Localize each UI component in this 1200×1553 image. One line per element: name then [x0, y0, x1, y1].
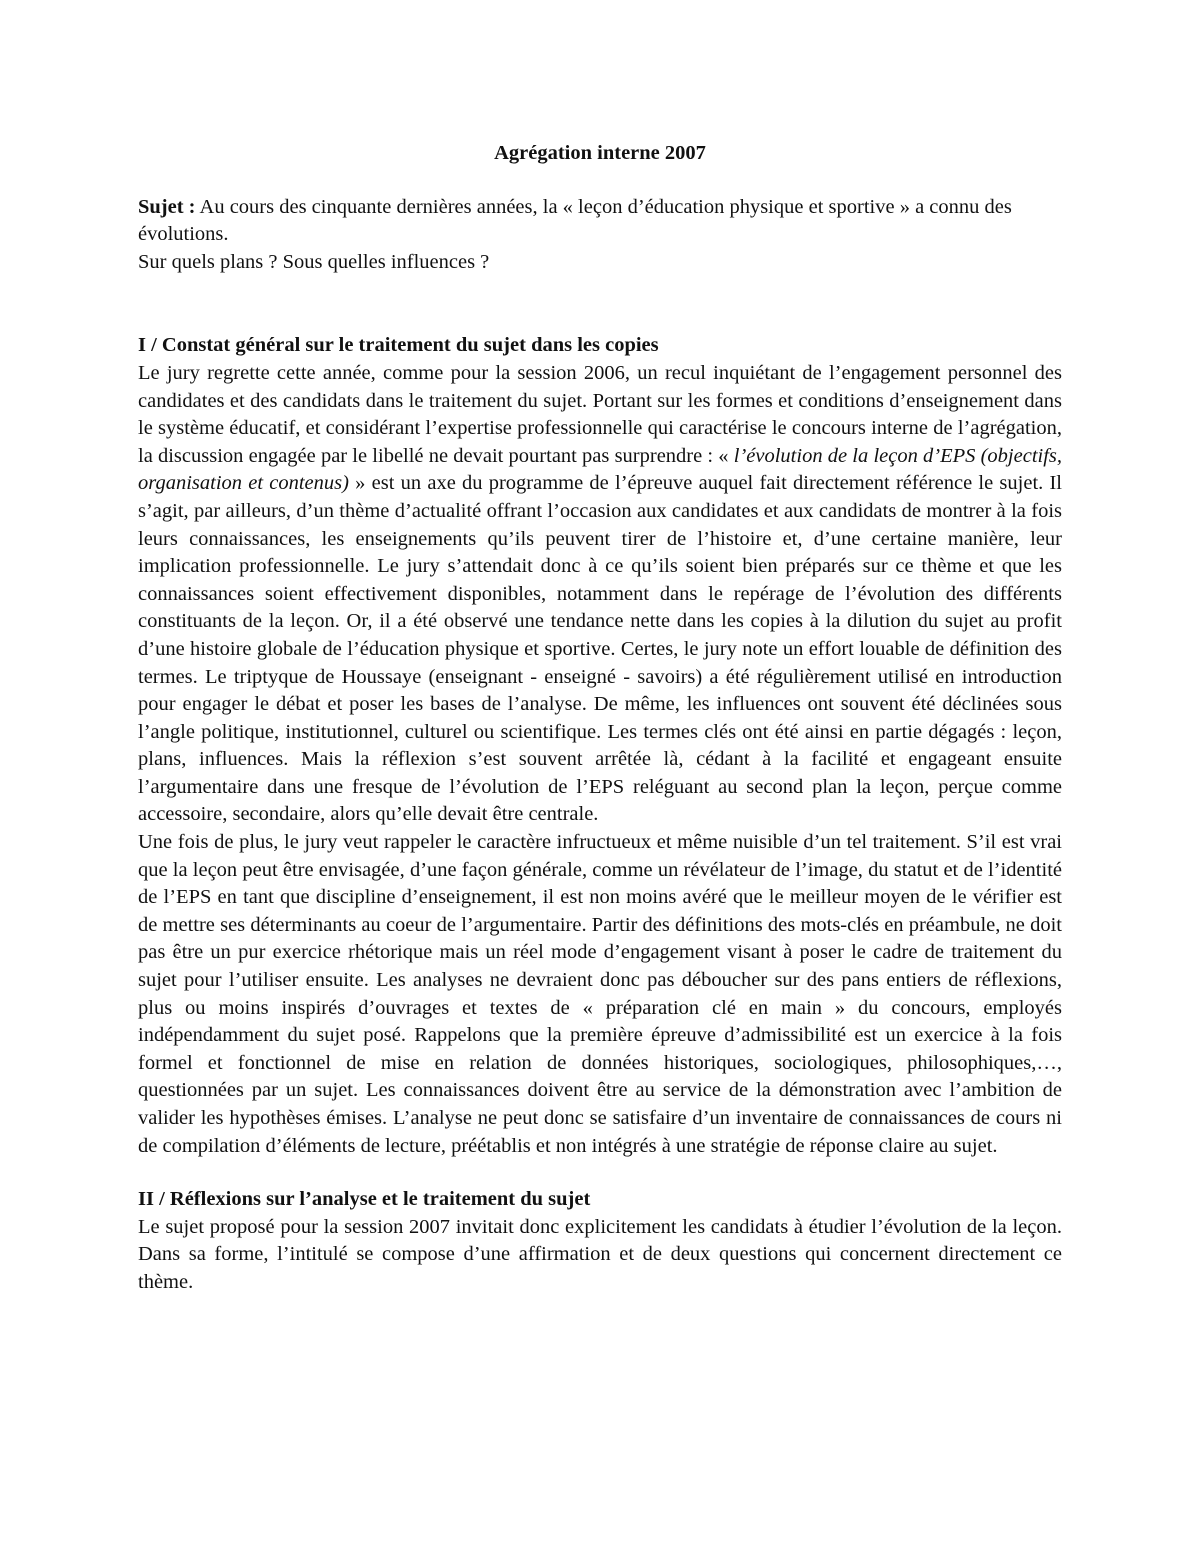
section-1	[138, 332, 1062, 1160]
section-2-paragraph-1: Le sujet proposé pour la session 2007 invitait donc explicitement les candidats à étudier l’évolution de la leçon. Dans sa forme, l’intitulé se compose d’une affirmation et de deux questions qui concernent directement ce thème.	[138, 1215, 1062, 1293]
section-2	[138, 1186, 1062, 1296]
document-page	[138, 140, 1062, 1297]
subject-label: Sujet :	[138, 195, 196, 218]
subject-block	[138, 194, 1062, 277]
program-quote: l’évolution de la leçon d’EPS (objectifs, organisation et contenus)	[138, 444, 1063, 495]
section-1-paragraph-1	[138, 360, 1062, 829]
section-1-paragraph-2: Une fois de plus, le jury veut rappeler le caractère infructueux et même nuisible d’un tel traitement. S’il est vrai que la leçon peut être envisagée, d’une façon générale, comme un révélateur de l’image, du statut et de l’identité de l’EPS en tant que discipline d’enseignement, il est non moins avéré que le meilleur moyen de le vérifier est de mettre ses déterminants au coeur de l’argumentaire. Partir des définitions des mots-clés en préambule, ne doit pas être un pur exercice rhétorique mais un réel mode d’engagement visant à poser le cadre de traitement du sujet pour l’utiliser ensuite. Les analyses ne devraient donc pas déboucher sur des pans entiers de réflexions, plus ou moins inspirés d’ouvrages et textes de « préparation clé en main » du concours, employés indépendamment du sujet posé. Rappelons que la première épreuve d’admissibilité est un exercice à la fois formel et fonctionnel de mise en relation de données historiques, sociologiques, philosophiques,…, questionnées par un sujet. Les connaissances doivent être au service de la démonstration avec l’ambition de valider les hypothèses émises. L’analyse ne peut donc se satisfaire d’un inventaire de connaissances de cours ni de compilation d’éléments de lecture, préétablis et non intégrés à une stratégie de réponse claire au sujet.	[138, 831, 1062, 1157]
paragraph-text: » est un axe du programme de l’épreuve auquel fait directement référence le sujet. Il s’agit, par ailleurs, d’un thème d’actualité offrant l’occasion aux candidates et aux candidats de montrer à la fois leurs connaissances, les enseignements qu’ils peuvent tirer de l’histoire et, d’une certaine manière, leur implication professionnelle. Le jury s’attendait donc à ce qu’ils soient bien préparés sur ce thème et que les connaissances soient effectivement disponibles, notamment dans le repérage de l’évolution des différents constituants de la leçon. Or, il a été observé une tendance nette dans les copies à la dilution du sujet au profit d’une histoire globale de l’éducation physique et sportive. Certes, le jury note un effort louable de définition des termes. Le triptyque de Houssaye (enseignant - enseigné - savoirs) a été régulièrement utilisé en introduction pour engager le débat et poser les bases de l’analyse. De même, les influences ont souvent été déclinées sous l’angle politique, institutionnel, culturel ou scientifique. Les termes clés ont été ainsi en partie dégagés : leçon, plans, influences. Mais la réflexion s’est souvent arrêtée là, cédant à la facilité et engageant ensuite l’argumentaire dans une fresque de l’évolution de l’EPS reléguant au second plan la leçon, perçue comme accessoire, secondaire, alors qu’elle devait être centrale.	[138, 472, 1062, 826]
section-2-heading: II / Réflexions sur l’analyse et le traitement du sujet	[138, 1188, 591, 1211]
section-1-heading: I / Constat général sur le traitement du sujet dans les copies	[138, 334, 659, 357]
subject-statement	[138, 194, 1062, 249]
subject-text: Au cours des cinquante dernières années, la « leçon d’éducation physique et sportive » a connu des évolutions.	[138, 195, 1012, 246]
paragraph-text: Le jury regrette cette année, comme pour la session 2006, un recul inquiétant de l’engagement personnel des candidates et des candidats dans le traitement du sujet. Portant sur les formes et conditions d’enseignement dans le système éducatif, et considérant l’expertise professionnelle qui caractérise le concours interne de l’agrégation, la discussion engagée par le libellé ne devait pourtant pas surprendre : «	[138, 361, 1062, 467]
document-title: Agrégation interne 2007	[494, 142, 706, 164]
subject-questions: Sur quels plans ? Sous quelles influences ?	[138, 250, 490, 273]
